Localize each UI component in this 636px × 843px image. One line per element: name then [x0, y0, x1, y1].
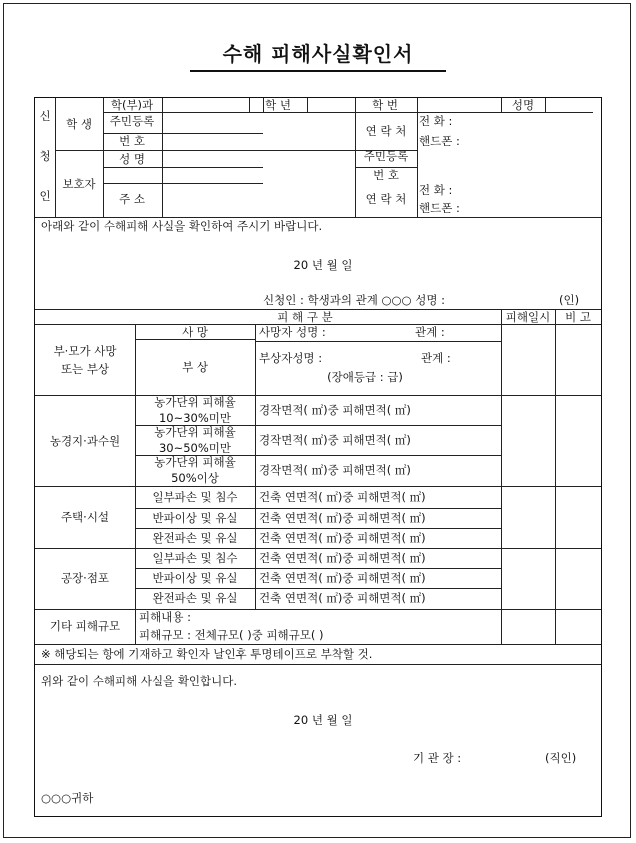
- house-area-field: 건축 연면적( ㎡)중 피해면적( ㎡): [259, 490, 426, 504]
- row-line: [255, 341, 501, 342]
- house-area-field: 건축 연면적( ㎡)중 피해면적( ㎡): [259, 531, 426, 545]
- factory-area-field: 건축 연면적( ㎡)중 피해면적( ㎡): [259, 571, 426, 585]
- farm-label: 농경지·과수원: [49, 434, 121, 448]
- farm-rate-label: 농가단위 피해율: [154, 455, 236, 469]
- house-damage-type: 반파이상 및 유실: [152, 511, 238, 525]
- row-line: [135, 339, 255, 340]
- injury-relation-field: 관계 :: [421, 351, 451, 365]
- house-damage-type: 완전파손 및 유실: [152, 531, 238, 545]
- farm-area-field: 경작면적( ㎡)중 피해면적( ㎡): [259, 403, 411, 417]
- confirm-date: 20 년 월 일: [293, 713, 353, 727]
- col-line: [55, 98, 56, 217]
- student-label: 학 생: [66, 117, 92, 131]
- guardian-mobile-label: 핸드폰 :: [419, 201, 460, 215]
- row-line: [135, 568, 501, 569]
- row-line: [35, 548, 601, 549]
- col-line: [103, 98, 104, 217]
- col-line: [355, 98, 356, 217]
- disability-grade-field: (장애등급 : 급): [327, 370, 403, 384]
- col-line: [501, 309, 502, 644]
- house-damage-type: 일부파손 및 침수: [152, 490, 238, 504]
- col-line: [263, 98, 264, 112]
- applicant-side-label: 신: [39, 109, 51, 123]
- other-damage-scale: 피해규모 : 전체규모( )중 피해규모( ): [139, 628, 324, 642]
- applicant-side-label: 인: [39, 189, 51, 203]
- guardian-phone-label: 전 화 :: [419, 183, 453, 197]
- row-line: [35, 609, 601, 610]
- row-line: [35, 644, 601, 645]
- col-line: [162, 98, 163, 217]
- farm-rate-label: 농가단위 피해율: [154, 425, 236, 439]
- guardian-contact-label: 연 락 처: [365, 192, 407, 206]
- factory-area-field: 건축 연면적( ㎡)중 피해면적( ㎡): [259, 551, 426, 565]
- farm-rate-range: 10~30%미만: [158, 411, 232, 425]
- injury-label: 부 상: [182, 360, 208, 374]
- guardian-resident-label: 주민등록: [363, 149, 409, 163]
- department-label: 학(부)과: [110, 98, 154, 112]
- official-seal: (직인): [545, 751, 577, 765]
- col-line: [545, 98, 546, 112]
- row-line: [55, 150, 417, 151]
- row-line: [35, 486, 601, 487]
- remarks-header: 비 고: [565, 310, 591, 324]
- org-head-field: 기 관 장 :: [413, 751, 462, 765]
- family-label: 부·모가 사망: [53, 344, 117, 358]
- factory-damage-type: 일부파손 및 침수: [152, 551, 238, 565]
- death-name-field: 사망자 성명 :: [259, 325, 326, 339]
- applicant-signature: 신청인 : 학생과의 관계 ○○○ 성명 :: [263, 293, 445, 307]
- col-line: [255, 324, 256, 609]
- applicant-side-label: 청: [39, 149, 51, 163]
- resident-number-label: 주민등록: [109, 114, 155, 128]
- name-label: 성명: [511, 98, 535, 112]
- request-date: 20 년 월 일: [293, 258, 353, 272]
- col-line: [501, 98, 502, 112]
- col-line: [555, 309, 556, 644]
- other-damage-content: 피해내용 :: [139, 610, 191, 624]
- other-damage-label: 기타 피해규모: [49, 619, 121, 633]
- farm-rate-range: 30~50%미만: [158, 441, 232, 455]
- recipient: ○○○귀하: [41, 791, 94, 805]
- family-label: 또는 부상: [60, 362, 110, 376]
- student-number-label: 학 번: [372, 98, 398, 112]
- row-line: [35, 664, 601, 665]
- farm-rate-label: 농가단위 피해율: [154, 395, 236, 409]
- col-line: [249, 98, 250, 112]
- farm-area-field: 경작면적( ㎡)중 피해면적( ㎡): [259, 463, 411, 477]
- row-line: [35, 217, 601, 218]
- col-line: [417, 98, 418, 217]
- row-line: [103, 112, 593, 113]
- factory-damage-type: 반파이상 및 유실: [152, 571, 238, 585]
- factory-damage-type: 완전파손 및 유실: [152, 591, 238, 605]
- document-title: 수해 피해사실확인서: [222, 42, 414, 66]
- guardian-name-label: 성 명: [119, 152, 145, 166]
- col-line: [307, 98, 308, 112]
- death-relation-field: 관계 :: [415, 325, 445, 339]
- row-line: [103, 183, 263, 184]
- guardian-address-label: 주 소: [119, 192, 145, 206]
- house-label: 주택·시설: [60, 510, 110, 524]
- row-line: [135, 588, 501, 589]
- contact-label: 연 락 처: [365, 124, 407, 138]
- row-line: [135, 528, 501, 529]
- damage-date-header: 피해일시: [505, 310, 551, 324]
- confirm-text: 위와 같이 수해피해 사실을 확인합니다.: [41, 674, 238, 688]
- applicant-seal: (인): [559, 293, 580, 307]
- row-line: [135, 508, 501, 509]
- phone-label: 전 화 :: [419, 114, 453, 128]
- death-label: 사 망: [182, 325, 208, 339]
- confirmation-form: [34, 97, 602, 817]
- factory-area-field: 건축 연면적( ㎡)중 피해면적( ㎡): [259, 591, 426, 605]
- request-text: 아래와 같이 수해피해 사실을 확인하여 주시기 바랍니다.: [41, 219, 323, 233]
- factory-label: 공장·점포: [60, 571, 110, 585]
- guardian-resident-label: 번 호: [373, 168, 399, 182]
- guardian-label: 보호자: [62, 177, 96, 191]
- col-line: [135, 324, 136, 644]
- row-line: [35, 395, 601, 396]
- year-label: 학 년: [265, 98, 291, 112]
- mobile-label: 핸드폰 :: [419, 134, 460, 148]
- resident-number-label: 번 호: [119, 134, 145, 148]
- title-underline: [190, 70, 446, 72]
- damage-class-header: 피 해 구 분: [277, 310, 333, 324]
- farm-rate-range: 50%이상: [171, 471, 219, 485]
- instruction-note: ※ 해당되는 항에 기재하고 확인자 날인후 투명테이프로 부착할 것.: [41, 647, 373, 661]
- injury-name-field: 부상자성명 :: [259, 351, 323, 365]
- row-line: [103, 167, 263, 168]
- farm-area-field: 경작면적( ㎡)중 피해면적( ㎡): [259, 433, 411, 447]
- house-area-field: 건축 연면적( ㎡)중 피해면적( ㎡): [259, 511, 426, 525]
